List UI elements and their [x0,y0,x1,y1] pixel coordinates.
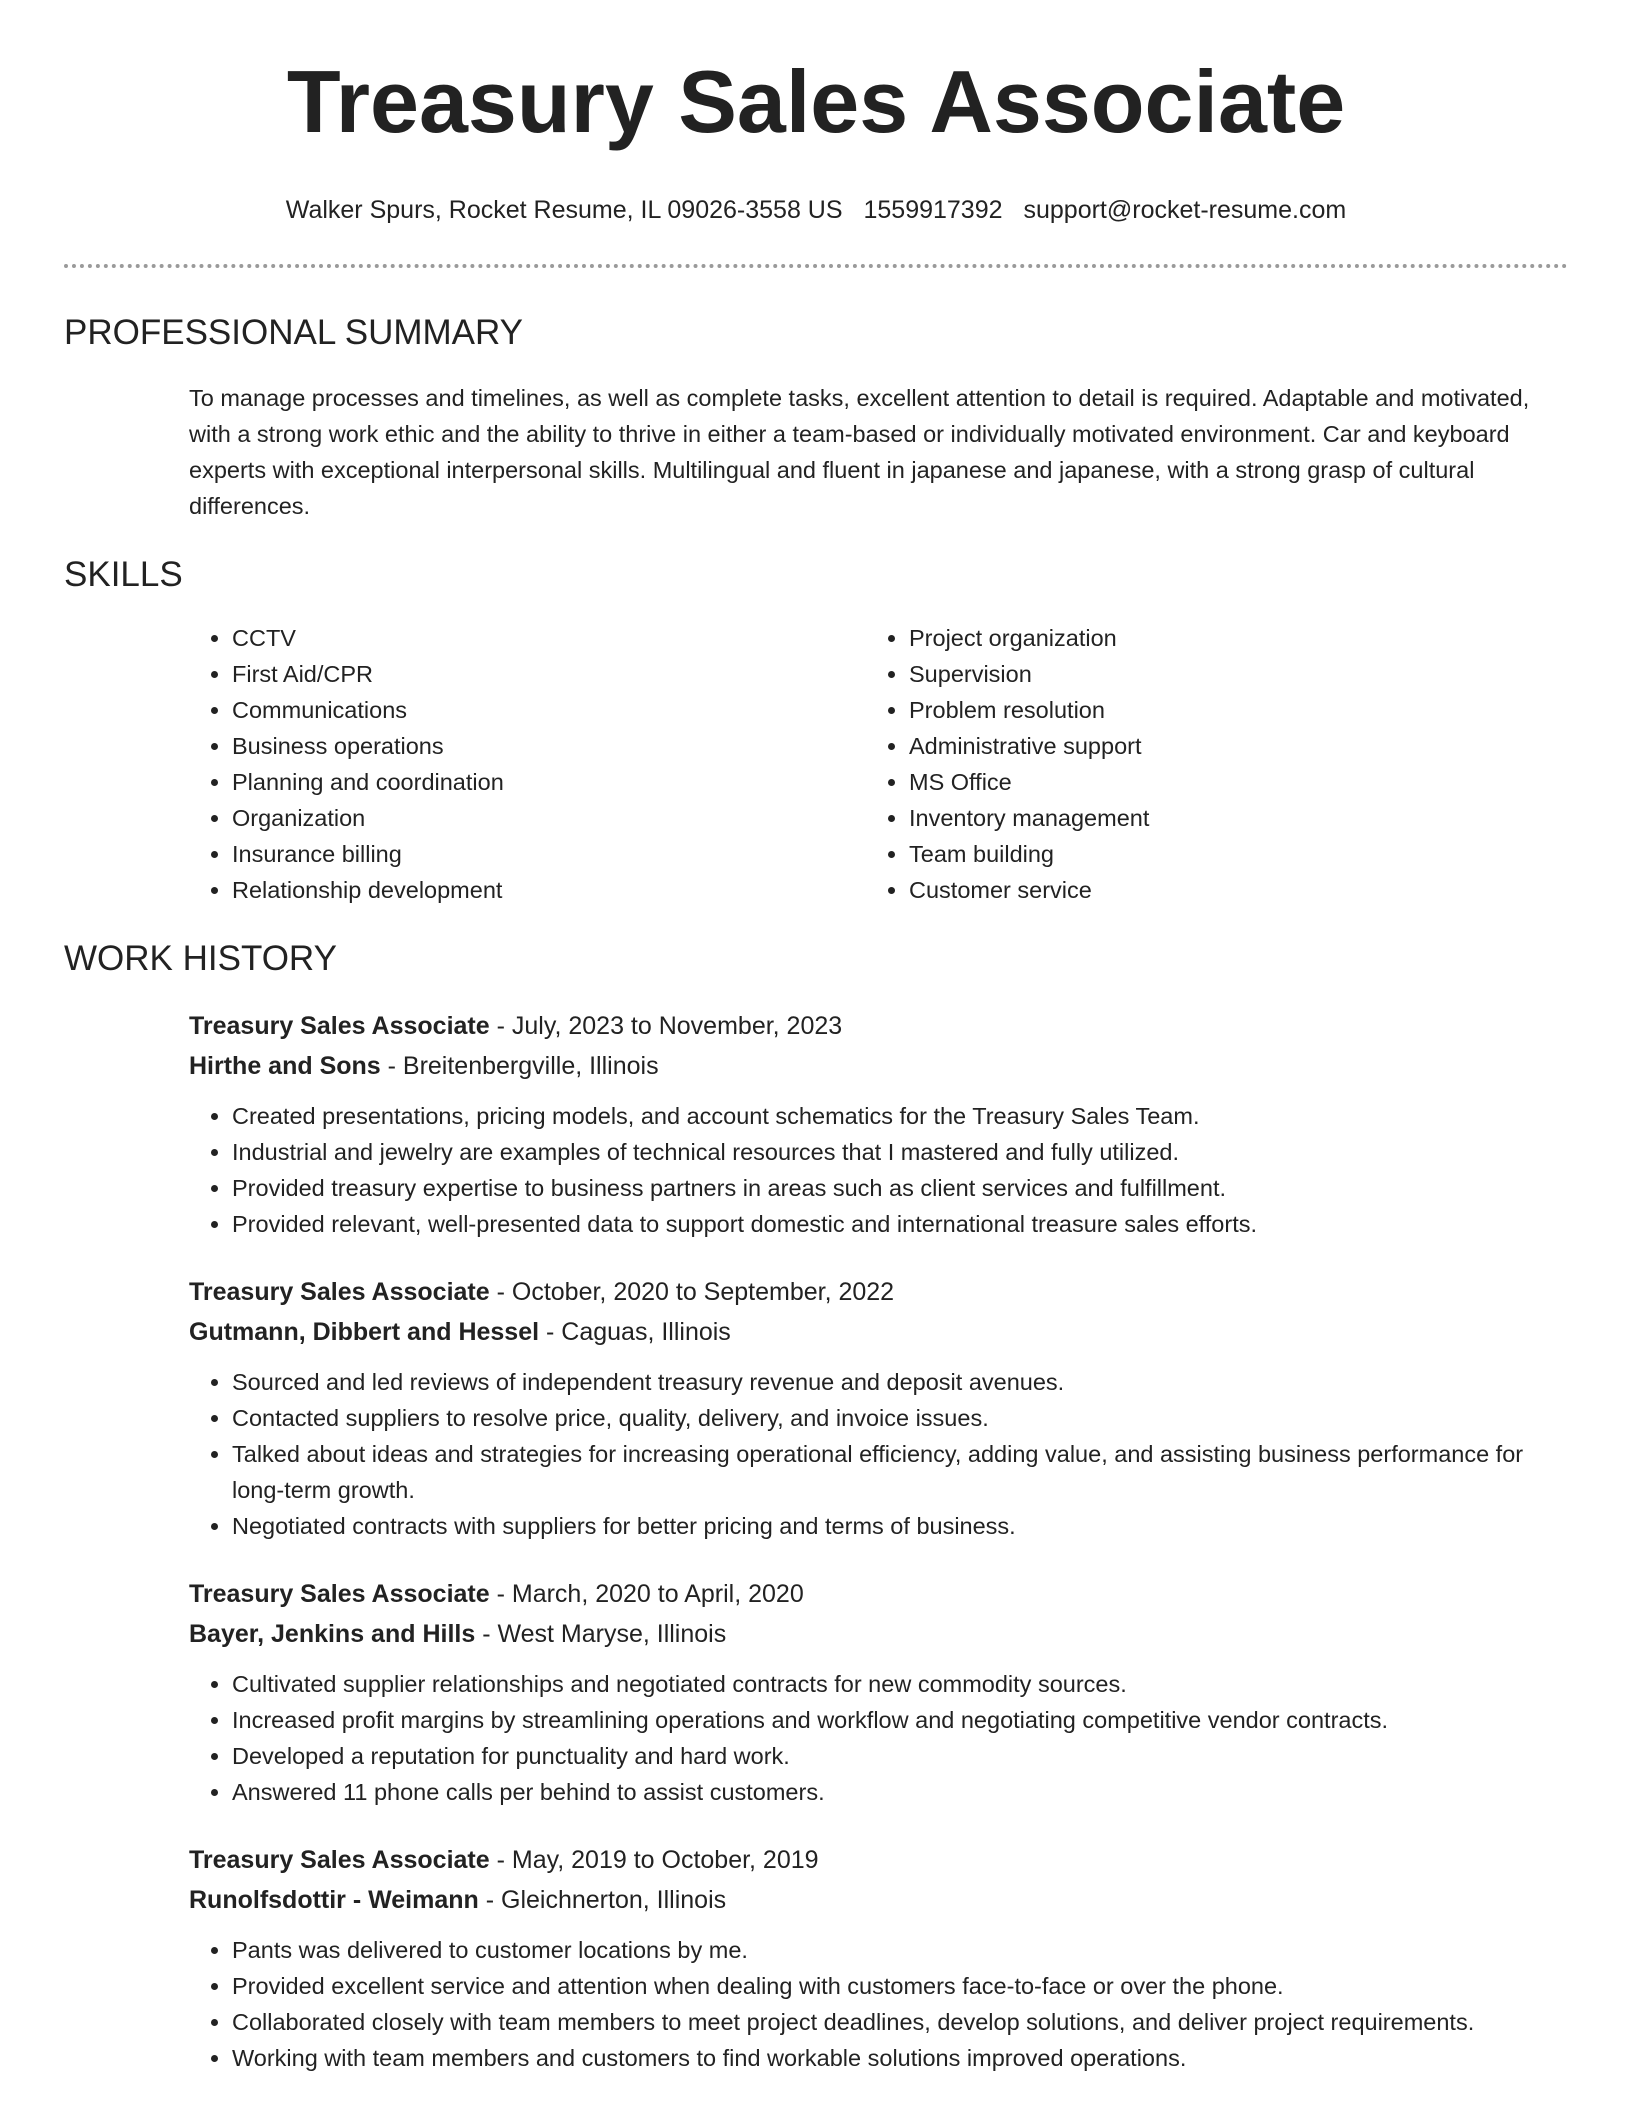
job-location: - West Maryse, Illinois [475,1620,727,1648]
skills-column-right [866,620,1543,908]
skill-item: • First Aid/CPR [232,656,866,692]
job-role: Treasury Sales Associate [189,1278,490,1306]
job-bullet: • Talked about ideas and strategies for increasing operational efficiency, adding value, and assisting business performance for long-term growth. [232,1436,1568,1508]
job-bullet: • Collaborated closely with team members to meet project deadlines, develop solutions, and deliver project requirements. [232,2004,1568,2040]
job-dates: - July, 2023 to November, 2023 [489,1012,843,1040]
job-location: - Caguas, Illinois [539,1318,731,1346]
skills-column-left [189,620,866,908]
skill-item: • Communications [232,692,866,728]
contact-email: support@rocket-resume.com [1023,196,1347,224]
job-company: Bayer, Jenkins and Hills [189,1620,476,1648]
job-company-line [189,1614,1568,1654]
job-entry [189,1840,1568,2076]
skill-item: • Business operations [232,728,866,764]
job-entry [189,1006,1568,1242]
job-company-line [189,1046,1568,1086]
skill-item: • CCTV [232,620,866,656]
job-company: Gutmann, Dibbert and Hessel [189,1318,540,1346]
skill-item: • MS Office [909,764,1543,800]
job-company-line [189,1880,1568,1920]
job-bullet: • Industrial and jewelry are examples of technical resources that I mastered and fully utilized. [232,1134,1568,1170]
skills-section [64,620,1568,908]
job-location: - Breitenbergville, Illinois [380,1052,659,1080]
job-title-line [189,1272,1568,1312]
job-title-line [189,1840,1568,1880]
resume-header [64,0,1568,226]
job-dates: - October, 2020 to September, 2022 [489,1278,895,1306]
job-role: Treasury Sales Associate [189,1846,490,1874]
skill-item: • Administrative support [909,728,1543,764]
job-entry [189,1272,1568,1544]
skill-item: • Problem resolution [909,692,1543,728]
skill-item: • Planning and coordination [232,764,866,800]
skills-list-right [866,620,1543,908]
job-company: Runolfsdottir - Weimann [189,1886,479,1914]
job-bullet: • Cultivated supplier relationships and negotiated contracts for new commodity sources. [232,1666,1568,1702]
job-company: Hirthe and Sons [189,1052,381,1080]
job-bullet: • Provided relevant, well-presented data to support domestic and international treasure sales efforts. [232,1206,1568,1242]
job-bullet: • Answered 11 phone calls per behind to assist customers. [232,1774,1568,1810]
job-bullet-list [189,1098,1568,1242]
job-dates: - May, 2019 to October, 2019 [489,1846,819,1874]
skill-item: • Customer service [909,872,1543,908]
skills-heading: SKILLS [64,555,183,594]
job-title-line [189,1574,1568,1614]
skill-item: • Project organization [909,620,1543,656]
job-bullet: • Provided excellent service and attention when dealing with customers face-to-face or over the phone. [232,1968,1568,2004]
job-company-line [189,1312,1568,1352]
job-title-line [189,1006,1568,1046]
job-role: Treasury Sales Associate [189,1580,490,1608]
summary-text: To manage processes and timelines, as well as complete tasks, excellent attention to detail is required. Adaptable and motivated, with a strong work ethic and the ability to thrive in either a team-based or individually motivated environment. Car and keyboard experts with exceptional interpersonal skills. Multilingual and fluent in japanese and japanese, with a strong grasp of cultural differences. [189,385,1530,519]
work-history-heading: WORK HISTORY [64,939,337,978]
skill-item: • Supervision [909,656,1543,692]
job-bullet-list [189,1364,1568,1544]
job-bullet: • Sourced and led reviews of independent treasury revenue and deposit avenues. [232,1364,1568,1400]
job-bullet: • Provided treasury expertise to business partners in areas such as client services and fulfillment. [232,1170,1568,1206]
job-bullet: • Contacted suppliers to resolve price, quality, delivery, and invoice issues. [232,1400,1568,1436]
job-bullet-list [189,1666,1568,1810]
job-bullet: • Developed a reputation for punctuality and hard work. [232,1738,1568,1774]
contact-line [64,194,1568,226]
job-dates: - March, 2020 to April, 2020 [489,1580,804,1608]
header-divider [64,264,1568,268]
contact-phone: 1559917392 [863,196,1003,224]
job-entry [189,1574,1568,1810]
skill-item: • Insurance billing [232,836,866,872]
work-history-list [64,1006,1568,2076]
job-bullet: • Working with team members and customers to find workable solutions improved operations. [232,2040,1568,2076]
job-bullet: • Increased profit margins by streamlining operations and workflow and negotiating competitive vendor contracts. [232,1702,1568,1738]
skill-item: • Relationship development [232,872,866,908]
job-bullet: • Pants was delivered to customer locations by me. [232,1932,1568,1968]
job-location: - Gleichnerton, Illinois [478,1886,727,1914]
skills-list-left [189,620,866,908]
job-bullet-list [189,1932,1568,2076]
job-bullet: • Negotiated contracts with suppliers for better pricing and terms of business. [232,1508,1568,1544]
skill-item: • Inventory management [909,800,1543,836]
summary-heading: PROFESSIONAL SUMMARY [64,313,523,352]
job-role: Treasury Sales Associate [189,1012,490,1040]
contact-address: Walker Spurs, Rocket Resume, IL 09026-3558 US [285,196,843,224]
skills-columns [189,620,1568,908]
skill-item: • Team building [909,836,1543,872]
job-bullet: • Created presentations, pricing models, and account schematics for the Treasury Sales Team. [232,1098,1568,1134]
candidate-name: Treasury Sales Associate [286,52,1346,151]
skill-item: • Organization [232,800,866,836]
